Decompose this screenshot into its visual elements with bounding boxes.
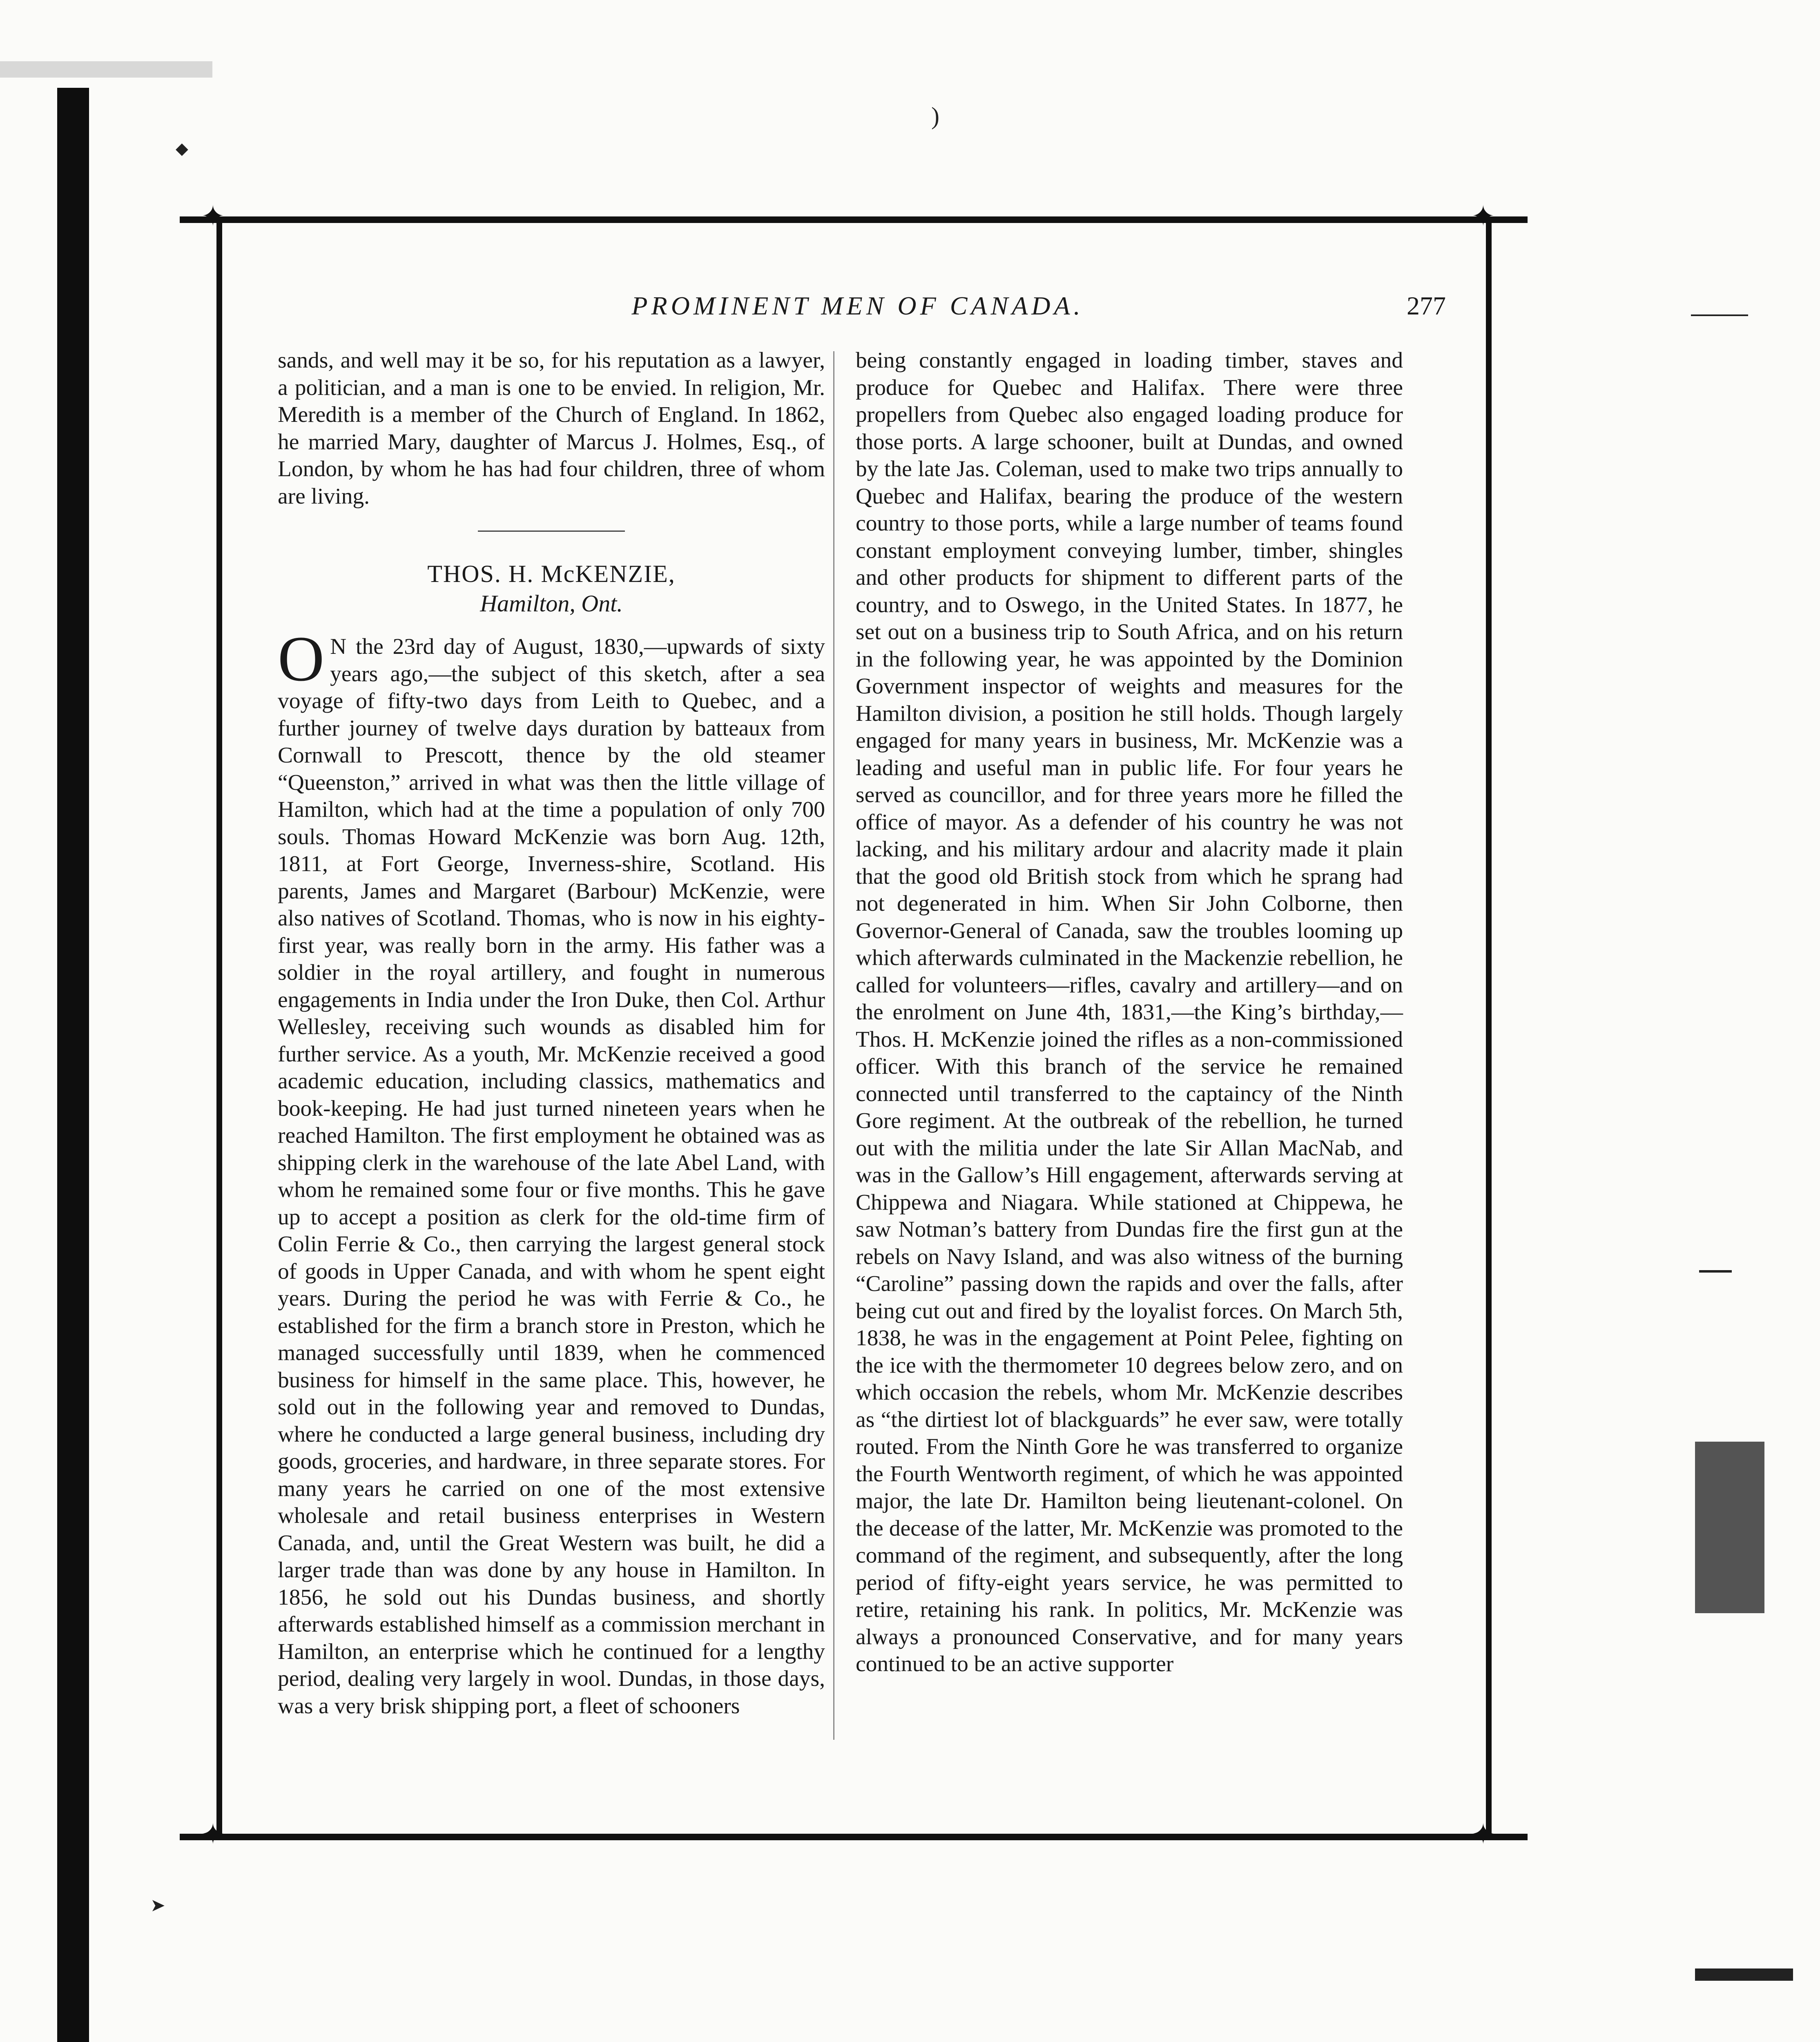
edge-mark: [1699, 1270, 1732, 1273]
frame-top-rule: [180, 216, 1528, 223]
bullet-mark: ◆: [176, 139, 188, 158]
page-number: 277: [1407, 291, 1446, 320]
biography-text: N the 23rd day of August, 1830,—upwards of sixty years ago,—the subject of this sketch, after a sea voyage of fifty-two days from Leith to Quebec, and a further journey of twelve days duration by batteaux from Cornwall to Prescott, thence by the old steamer “Queenston,” arrived in what was then the little village of Hamilton, which had at the time a population of only 700 souls. Thomas Howard McKenzie was born Aug. 12th, 1811, at Fort George, Inverness-shire, Scotland. His parents, James and Margaret (Barbour) McKenzie, were also natives of Scotland. Thomas, who is now in his eighty-first year, was really born in the army. His father was a soldier in the royal artillery, and fought in numerous engagements in India under the Iron Duke, then Col. Arthur Wellesley, receiving such wounds as disabled him for further service. As a youth, Mr. McKenzie received a good academic education, including classics, mathematics and book-keeping. He had just turned nineteen years when he reached Hamilton. The first employment he obtained was as shipping clerk in the warehouse of the late Abel Land, with whom he remained some four or five months. This he gave up to accept a position as clerk for the old-time firm of Colin Ferrie & Co., then carrying the largest general stock of goods in Upper Canada, and with whom he spent eight years. During the period he was with Ferrie & Co., he established for the firm a branch store in Preston, which he managed successfully until 1839, when he commenced business for himself in the same place. This, however, he sold out in the following year and removed to Dundas, where he conducted a large general business, including dry goods, groceries, and hardware, in three separate stores. For many years he carried on one of the most extensive wholesale and retail business enterprises in Western Canada, and, until the Great Western was built, he did a larger trade than was done by any house in Hamilton. In 1856, he sold out his Dundas business, and shortly afterwards established himself as a commission merchant in Hamilton, an enterprise which he continued for a lengthy period, dealing very largely in wool. Dundas, in those days, was a very brisk shipping port, a fleet of schooners: [278, 634, 825, 1719]
corner-ornament-icon: ✦: [1471, 201, 1495, 232]
book-spine-shadow: [57, 88, 89, 2042]
top-mark: ): [931, 103, 939, 129]
side-arrow-icon: ➤: [150, 1895, 165, 1915]
edge-mark: [1695, 1968, 1793, 1981]
edge-mark: [1691, 314, 1748, 316]
page-header: [270, 286, 1446, 331]
corner-ornament-icon: ✦: [201, 201, 225, 232]
section-title: THOS. H. McKENZIE,: [427, 560, 676, 587]
frame-left-rule: [216, 216, 222, 1840]
corner-ornament-icon: ✦: [1471, 1819, 1495, 1850]
right-column: [856, 347, 1403, 1678]
left-column: [278, 347, 825, 1720]
section-separator: [478, 531, 625, 532]
frame-right-rule: [1486, 216, 1492, 1840]
biography-paragraph: [278, 623, 825, 1720]
section-location: Hamilton, Ont.: [480, 590, 623, 617]
continuation-paragraph: being constantly engaged in loading timber, staves and produce for Quebec and Halifax. There were three propellers from Quebec also engaged loading produce for those ports. A large schooner, built at Dundas, and owned by the late Jas. Coleman, used to make two trips annually to Quebec and Halifax, bearing the produce of the western country to those ports, while a large number of teams found constant employment conveying lumber, timber, shingles and other products for shipment to different parts of the country, and to Oswego, in the United States. In 1877, he set out on a business trip to South Africa, and on his return in the following year, he was appointed by the Dominion Government inspector of weights and measures for the Hamilton division, a position he still holds. Though largely engaged for many years in business, Mr. McKenzie was a leading and useful man in public life. For four years he served as councillor, and for three years more he filled the office of mayor. As a defender of his country he was not lacking, and his military ardour and alacrity made it plain that the good old British stock from which he sprang had not degenerated in him. When Sir John Colborne, then Governor-General of Canada, saw the troubles looming up which afterwards culminated in the Mackenzie rebellion, he called for volunteers—rifles, cavalry and artillery—and on the enrolment on June 4th, 1831,—the King’s birthday,—Thos. H. McKenzie joined the rifles as a non-commissioned officer. With this branch of the service he remained connected until transferred to the captaincy of the Ninth Gore regiment. At the outbreak of the rebellion, he turned out with the militia under the late Sir Allan MacNab, and was in the Gallow’s Hill engagement, afterwards serving at Chippewa and Niagara. While stationed at Chippewa, he saw Notman’s battery from Dundas fire the first gun at the rebels on Navy Island, and was also witness of the burning “Caroline” passing down the rapids and over the falls, after being cut out and fired by the loyalist forces. On March 5th, 1838, he was in the engagement at Point Pelee, fighting on the ice with the thermometer 10 degrees below zero, and on which occasion the rebels, whom Mr. McKenzie describes as “the dirtiest lot of blackguards” he ever saw, were totally routed. From the Ninth Gore he was transferred to organize the Fourth Wentworth regiment, of which he was appointed major, the late Dr. Hamilton being lieutenant-colonel. On the decease of the latter, Mr. McKenzie was promoted to the command of the regiment, and subsequently, after the long period of fifty-eight years service, he was permitted to retire, retaining his rank. In politics, Mr. McKenzie was always a pronounced Conservative, and for many years continued to be an active supporter: [856, 348, 1403, 1676]
edge-mark: [1695, 1442, 1764, 1613]
running-title: PROMINENT MEN OF CANADA.: [631, 291, 1084, 320]
frame-bottom-rule: [180, 1834, 1528, 1840]
column-divider: [833, 351, 834, 1740]
continued-paragraph: sands, and well may it be so, for his reputation as a lawyer, a politician, and a man is one to be envied. In religion, Mr. Meredith is a member of the Church of England. In 1862, he married Mary, daughter of Marcus J. Holmes, Esq., of London, by whom he has had four children, three of whom are living.: [278, 348, 825, 509]
scan-speckle: [0, 61, 212, 78]
corner-ornament-icon: ✦: [201, 1819, 225, 1850]
drop-cap: O: [278, 623, 325, 695]
